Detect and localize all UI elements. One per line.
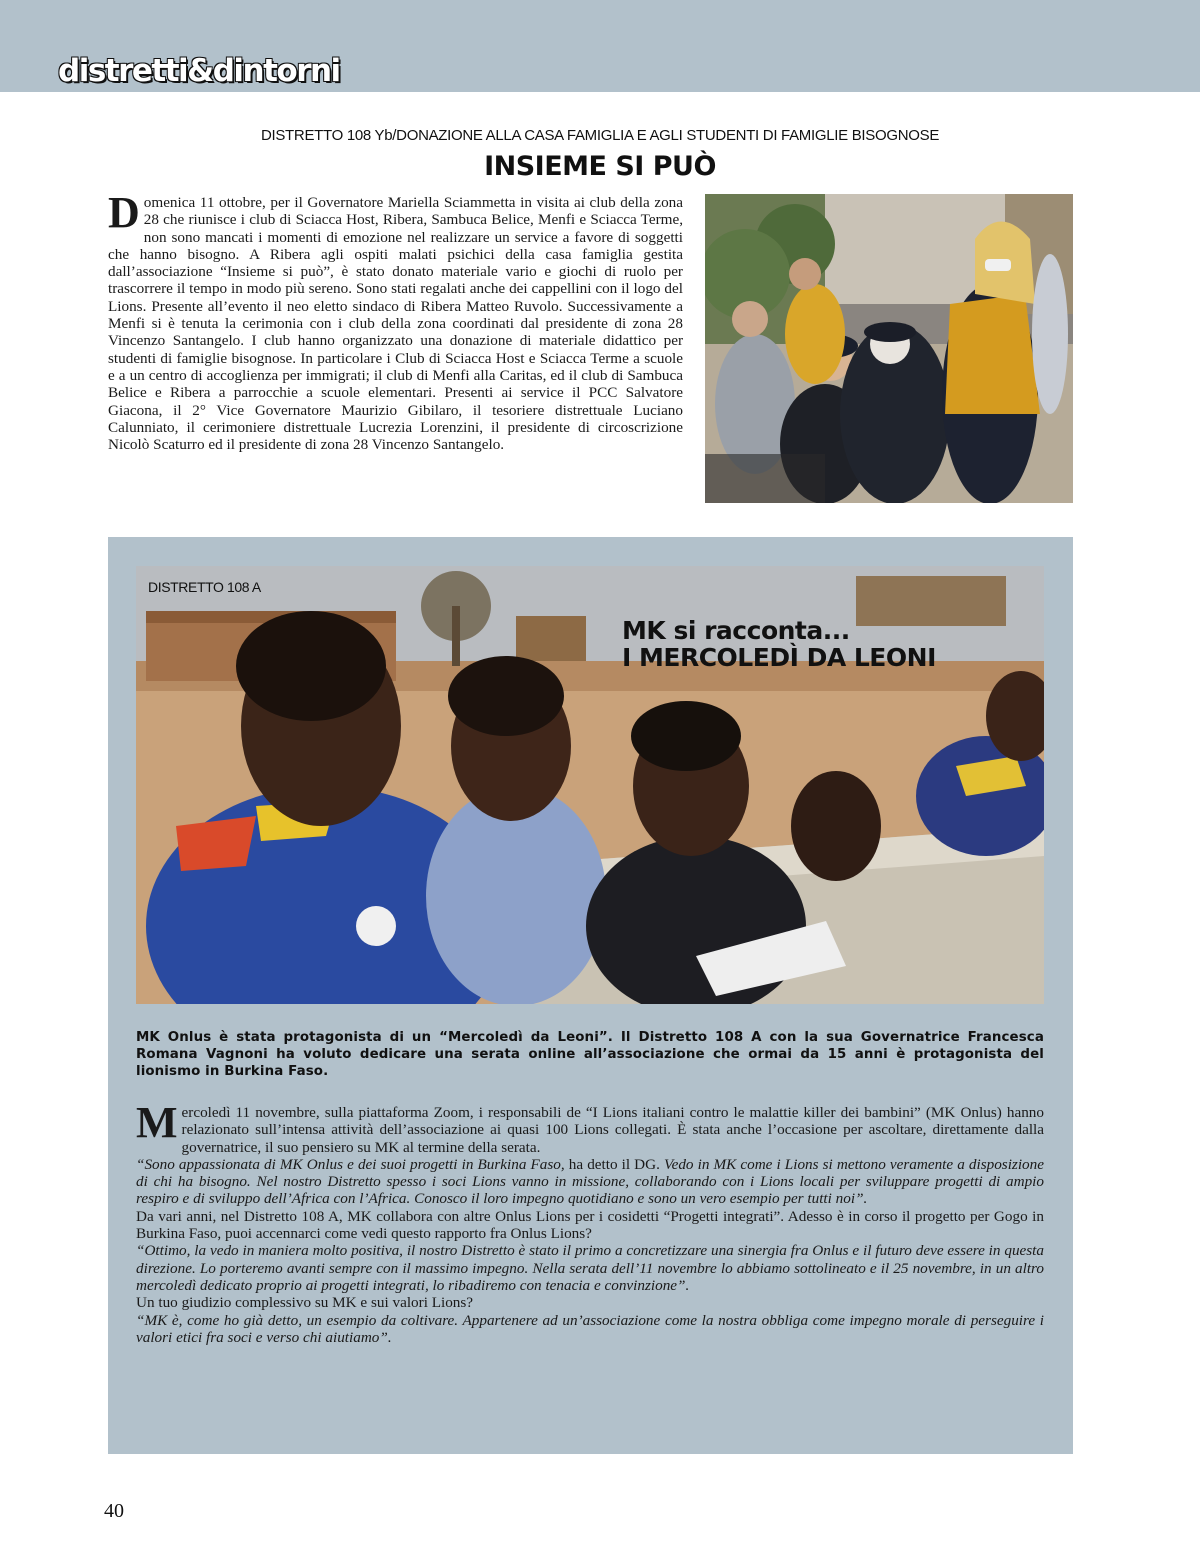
article1-body	[108, 188, 683, 454]
article1-dropcap: D	[108, 188, 140, 237]
article2-paragraph	[136, 1098, 1044, 1156]
article2-p2-plain: ha detto il DG.	[564, 1155, 664, 1173]
article2-lead: MK Onlus è stata protagonista di un “Mercoledì da Leoni”. Il Distretto 108 A con la sua Governatrice Francesca Romana Vagnoni ha voluto dedicare una serata online all’associazione che ormai da 15 anni è protagonista del lionismo in Burkina Faso.	[136, 1030, 1044, 1079]
article2-p4: “Ottimo, la vedo in maniera molto positiva, il nostro Distretto è stato il primo a concretizzare una sinergia fra Onlus e il futuro deve essere in questa direzione. Lo porteremo avanti sempre con il massimo impegno. Nella serata dell’11 novembre lo abbiamo sottolineato e il 25 novembre, in un altro mercoledì dedicato proprio ai progetti integrati, lo ribadiremo con tenacia e convinzione”.	[136, 1242, 1044, 1294]
lions-volunteers-photo	[705, 194, 1073, 503]
page-number: 40	[104, 1500, 124, 1522]
article2-photo-label: DISTRETTO 108 A	[148, 579, 261, 595]
article2-p1: ercoledì 11 novembre, sulla piattaforma Zoom, i responsabili de “I Lions italiani contro le malattie killer dei bambini” (MK Onlus) hanno relazionato sull’intensa attività dell’associazione ai quasi 100 Lions collegati. È stata anche l’occasione per ascoltare, direttamente dalla governatrice, il suo pensiero su MK al termine della serata.	[181, 1104, 1044, 1156]
article2-p2-quote-a: “Sono appassionata di MK Onlus e dei suoi progetti in Burkina Faso,	[136, 1155, 565, 1173]
article2-title-line1: MK si racconta...	[622, 616, 850, 645]
article2-p2-quote-b: Vedo in MK come i Lions si mettono veramente a disposizione di chi ha bisogno. Nel nostro Distretto spesso i soci Lions vanno in missione, collaborando con i Lions locali per sviluppare progetti di ampio respiro e di sviluppo dell’Africa con l’Africa. Conosco il loro impegno quotidiano e sono un vero esempio per tutti noi”.	[136, 1155, 1044, 1208]
section-label: distretti&dintorni	[58, 53, 340, 89]
article2-dropcap: M	[136, 1098, 178, 1147]
article2-p6: “MK è, come ho già detto, un esempio da coltivare. Appartenere ad un’associazione come la nostra obbliga come impegno morale di perseguire i valori etici fra soci e verso chi aiutiamo”.	[136, 1311, 1044, 1346]
article2-p3: Da vari anni, nel Distretto 108 A, MK collabora con altre Onlus Lions per i cosidetti “Progetti integrati”. Adesso è in corso il progetto per Gogo in Burkina Faso, puoi accennarci come vedi questo rapporto fra Onlus Lions?	[136, 1207, 1044, 1243]
article1-headline: INSIEME SI PUÒ	[484, 151, 716, 182]
article2-paragraph	[136, 1156, 1044, 1208]
article2-title-line2: I MERCOLEDÌ DA LEONI	[622, 643, 936, 672]
article1-kicker: DISTRETTO 108 Yb/DONAZIONE ALLA CASA FAMIGLIA E AGLI STUDENTI DI FAMIGLIE BISOGNOSE	[260, 127, 940, 144]
article2-p5: Un tuo giudizio complessivo su MK e sui valori Lions?	[136, 1294, 474, 1312]
article2-body	[136, 1098, 1044, 1346]
article1-text: omenica 11 ottobre, per il Governatore Mariella Sciammetta in visita ai club della zona 28 che riunisce i club di Sciacca Host, Ribera, Sambuca Belice, Menfi e Sciacca Terme, non sono mancati i momenti di emozione nel realizzare un service a favore di soggetti che hanno bisogno. A Ribera agli ospiti malati psichici della casa famiglia gestita dall’associazione “Insieme si può”, è stato donato materiale vario e giochi di ruolo per trascorrere il tempo in modo più sereno. Sono stati regalati anche dei cappellini con il logo del Lions. Presente all’evento il neo eletto sindaco di Ribera Matteo Ruvolo. Successivamente a Menfi si è tenuta la cerimonia con i club della zona coordinati dal presidente di zona 28 Vincenzo Santangelo. I club hanno organizzato una donazione di materiale didattico per studenti di famiglie bisognose. In particolare i Club di Sciacca Host e Sciacca Terme a scuole e a un centro di accoglienza per immigrati; il club di Menfi alla Caritas, ed il club di Sambuca Belice e Ribera a parrocchie a scuole elementari. Presenti ai service il PCC Salvatore Giacona, il 2° Vice Governatore Maurizio Gibilaro, il tesoriere distrettuale Luciano Calunniato, il cerimoniere distrettuale Lucrezia Lorenzini, il presidente di circoscrizione Nicolò Scaturro ed il presidente di zona 28 Vincenzo Santangelo.	[108, 194, 683, 454]
article1-photo	[705, 194, 1073, 503]
article2-title	[622, 617, 936, 671]
